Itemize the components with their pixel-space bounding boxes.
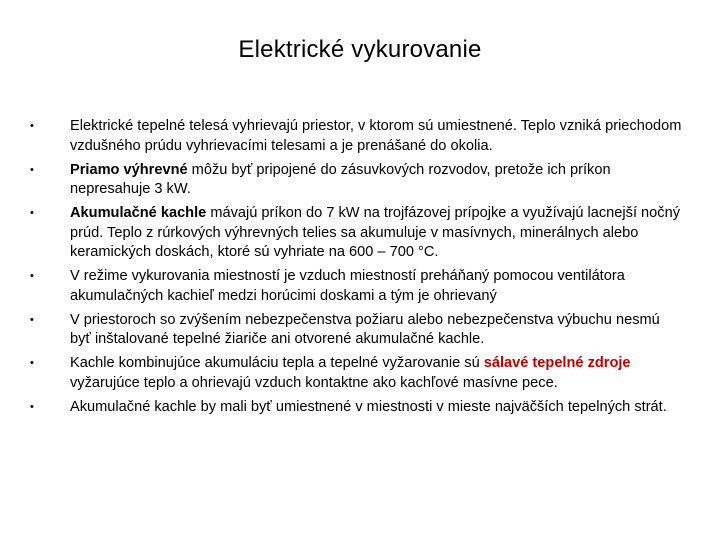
list-item xyxy=(0,398,720,418)
bullet-icon: • xyxy=(30,270,34,282)
item-lead-bold: Akumulačné kachle xyxy=(70,205,207,221)
bullet-list xyxy=(0,117,720,422)
item-text: Akumulačné kachle by mali byť umiestnené v miestnosti v mieste najväčších tepelných strát. xyxy=(70,398,667,415)
item-text: Kachle kombinujúce akumuláciu tepla a tepelné vyžarovanie sú xyxy=(70,355,484,371)
list-item xyxy=(0,161,720,200)
bullet-icon: • xyxy=(30,163,34,176)
item-text: V priestoroch so zvýšením nebezpečenstva požiaru alebo nebezpečenstva výbuchu nesmú byť inštalované tepelné žiariče ani otvorené akumulačné kachle. xyxy=(70,311,660,347)
item-text: V režime vykurovania miestností je vzduch miestností preháňaný pomocou ventilátora akumulačných kachieľ medzi horúcimi doskami a tým je ohrievaný xyxy=(70,268,625,304)
list-item xyxy=(0,204,720,263)
item-text: Elektrické tepelné telesá vyhrievajú priestor, v ktorom sú umiestnené. Teplo vzniká priechodom vzdušného prúdu vyhrievacími telesami a je prenášané do okolia. xyxy=(70,118,682,154)
item-text: mávajú príkon do 7 kW na trojfázovej prípojke a využívajú lacnejší nočný prúd. Teplo z rúrkových výhrevných telies sa akumuluje v masívnych, minerálnych alebo keramických doskách, ktoré sú vyhriate na 600 – 700 °C. xyxy=(70,205,681,260)
list-item xyxy=(0,354,720,393)
list-item xyxy=(0,311,720,350)
item-highlight: sálavé tepelné zdroje xyxy=(483,355,631,371)
item-text-after: vyžarujúce teplo a ohrievajú vzduch kontaktne ako kachľové masívne pece. xyxy=(70,374,558,391)
bullet-icon: • xyxy=(30,357,34,369)
bullet-icon: • xyxy=(30,313,34,326)
list-item xyxy=(0,267,720,306)
item-lead-bold: Priamo výhrevné xyxy=(70,161,188,178)
page-title: Elektrické vykurovanie xyxy=(238,36,482,63)
item-text: môžu byť pripojené do zásuvkových rozvodov, pretože ich príkon nepresahuje 3 kW. xyxy=(70,161,611,197)
bullet-icon: • xyxy=(30,207,34,219)
list-item xyxy=(0,117,720,156)
bullet-icon: • xyxy=(30,120,34,132)
bullet-icon: • xyxy=(30,400,34,413)
